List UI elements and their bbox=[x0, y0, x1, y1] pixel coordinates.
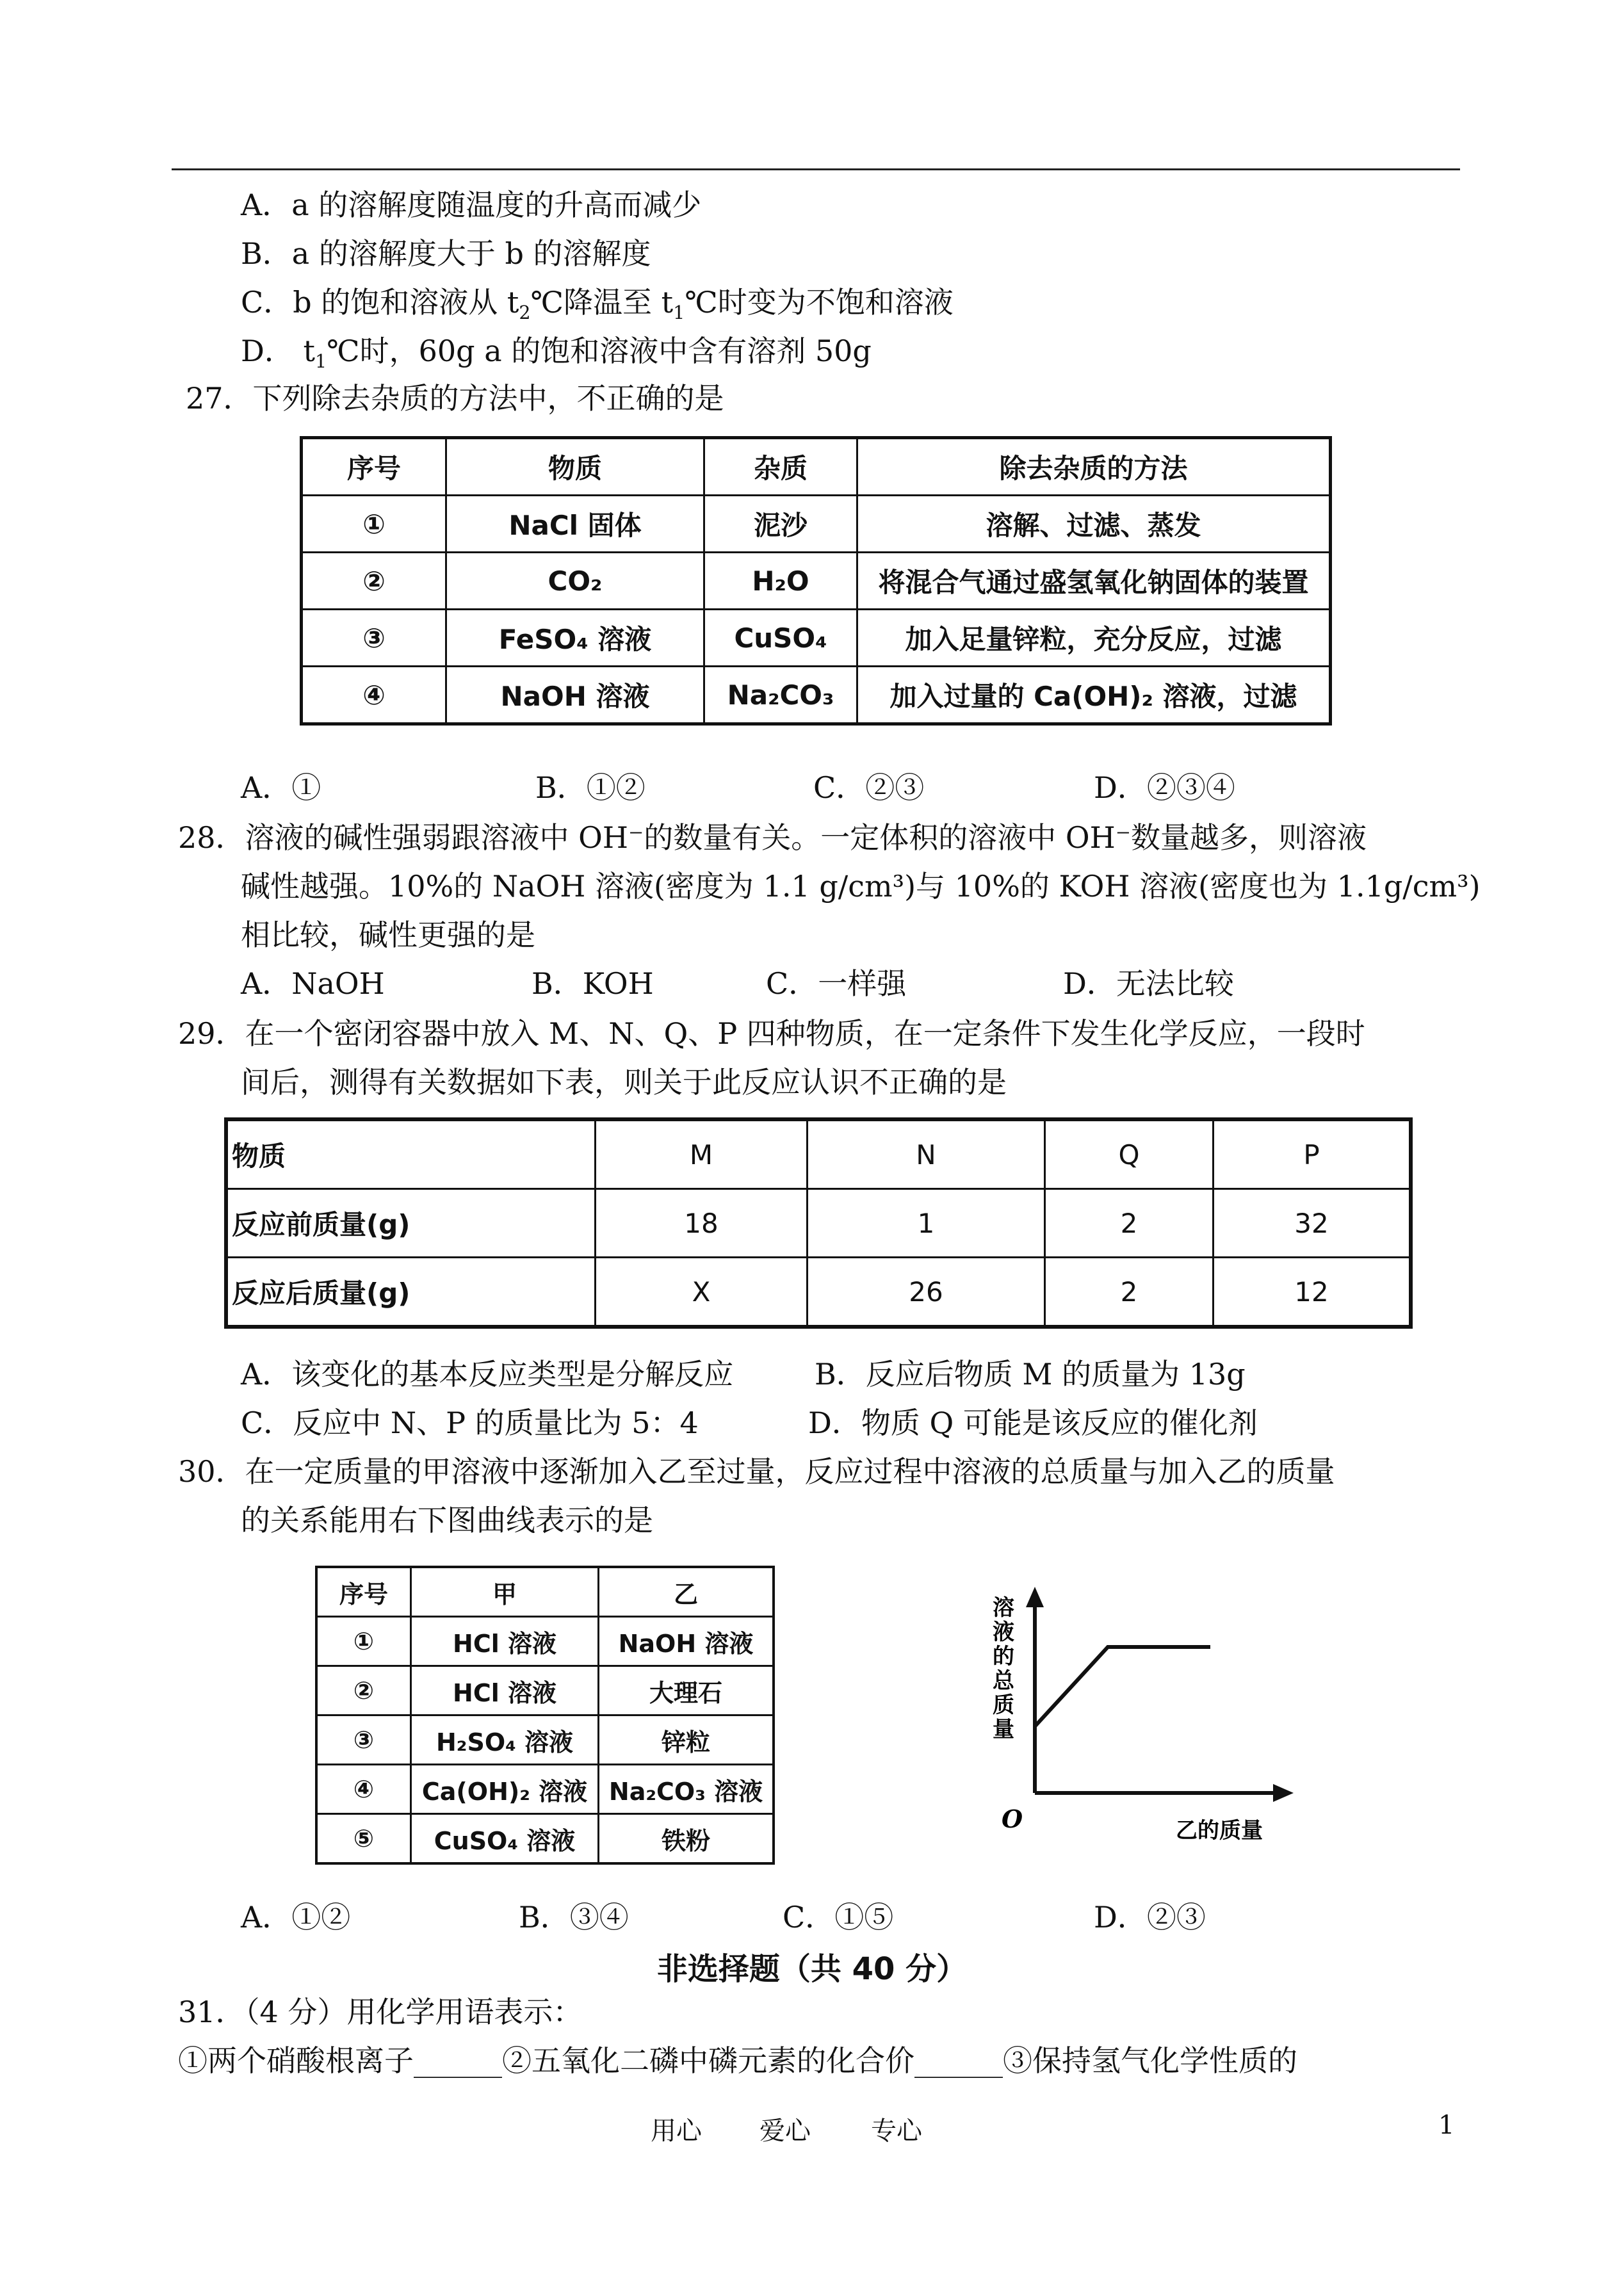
q28-option-d: D．无法比较 bbox=[1063, 966, 1234, 1001]
table-cell: 2 bbox=[1045, 1258, 1214, 1327]
table-header: 序号 bbox=[316, 1567, 411, 1617]
table-row bbox=[316, 1715, 774, 1765]
q27-option-b: B．①② bbox=[535, 770, 646, 805]
q27-stem: 27．下列除去杂质的方法中，不正确的是 bbox=[186, 381, 724, 416]
footer-mid: 爱心 bbox=[759, 2116, 811, 2146]
q29-option-c: C．反应中 N、P 的质量比为 5：4 bbox=[241, 1406, 699, 1440]
table-row bbox=[316, 1814, 774, 1864]
table-header: 乙 bbox=[599, 1567, 774, 1617]
footer-right: 专心 bbox=[871, 2116, 922, 2146]
table-cell: ② bbox=[302, 553, 446, 610]
q28-line-2: 碱性越强。10%的 NaOH 溶液(密度为 1.1 g/cm³)与 10%的 KOH 溶液(密度也为 1.1g/cm³) bbox=[241, 869, 1481, 904]
y-label-char-2: 液 bbox=[993, 1619, 1014, 1645]
table-cell: 大理石 bbox=[599, 1666, 774, 1715]
origin-label: O bbox=[1002, 1804, 1023, 1833]
y-label-char-4: 总 bbox=[993, 1668, 1014, 1694]
table-cell: 加入过量的 Ca(OH)₂ 溶液，过滤 bbox=[857, 667, 1331, 724]
table-cell: 反应前质量(g) bbox=[226, 1189, 596, 1258]
table-row bbox=[302, 496, 1331, 553]
q26-option-b: B．a 的溶解度大于 b 的溶解度 bbox=[241, 236, 651, 271]
q30-option-d: D．②③ bbox=[1094, 1900, 1206, 1934]
q28-option-c: C．一样强 bbox=[766, 966, 907, 1001]
table-row bbox=[316, 1617, 774, 1666]
q29-line-1: 29．在一个密闭容器中放入 M、N、Q、P 四种物质，在一定条件下发生化学反应，一段时 bbox=[178, 1016, 1365, 1051]
table-header: 物质 bbox=[226, 1119, 596, 1189]
q30-line-1: 30．在一定质量的甲溶液中逐渐加入乙至过量，反应过程中溶液的总质量与加入乙的质量 bbox=[178, 1454, 1335, 1489]
table-header: P bbox=[1214, 1119, 1411, 1189]
table-cell: H₂SO₄ 溶液 bbox=[411, 1715, 599, 1765]
table-cell: NaOH 溶液 bbox=[446, 667, 704, 724]
table-header-row bbox=[226, 1119, 1411, 1189]
table-cell: Ca(OH)₂ 溶液 bbox=[411, 1765, 599, 1814]
table-row bbox=[302, 667, 1331, 724]
table-header-row bbox=[316, 1567, 774, 1617]
footer-left: 用心 bbox=[651, 2116, 702, 2146]
table-cell: ⑤ bbox=[316, 1814, 411, 1864]
q28-line-1: 28．溶液的碱性强弱跟溶液中 OH⁻的数量有关。一定体积的溶液中 OH⁻数量越多，则溶液 bbox=[178, 820, 1367, 855]
table-cell: 18 bbox=[596, 1189, 808, 1258]
section-title: 非选择题（共 40 分） bbox=[656, 1951, 968, 1987]
q29-option-a: A．该变化的基本反应类型是分解反应 bbox=[241, 1357, 734, 1391]
table-header: 甲 bbox=[411, 1567, 599, 1617]
table-cell: 反应后质量(g) bbox=[226, 1258, 596, 1327]
table-cell: ② bbox=[316, 1666, 411, 1715]
table-cell: 32 bbox=[1214, 1189, 1411, 1258]
q30-option-a: A．①② bbox=[241, 1900, 351, 1934]
mass-curve bbox=[1035, 1647, 1210, 1726]
table-cell: ③ bbox=[302, 610, 446, 667]
table-cell: FeSO₄ 溶液 bbox=[446, 610, 704, 667]
table-header-row bbox=[302, 438, 1331, 496]
q26-option-a: A．a 的溶解度随温度的升高而减少 bbox=[241, 188, 702, 222]
table-cell: Na₂CO₃ bbox=[704, 667, 857, 724]
q30-option-c: C．①⑤ bbox=[783, 1900, 894, 1934]
table-cell: 锌粒 bbox=[599, 1715, 774, 1765]
page-number: 1 bbox=[1438, 2111, 1455, 2140]
table-header: 除去杂质的方法 bbox=[857, 438, 1331, 496]
table-cell: NaCl 固体 bbox=[446, 496, 704, 553]
y-label-char-6: 量 bbox=[993, 1717, 1014, 1742]
table-cell: CO₂ bbox=[446, 553, 704, 610]
q31-stem: 31．（4 分）用化学用语表示： bbox=[178, 1995, 583, 2029]
x-axis-label: 乙的质量 bbox=[1176, 1818, 1263, 1844]
table-cell: 将混合气通过盛氢氧化钠固体的装置 bbox=[857, 553, 1331, 610]
table-cell: 溶解、过滤、蒸发 bbox=[857, 496, 1331, 553]
q28-option-b: B．KOH bbox=[532, 966, 654, 1001]
q28-line-3: 相比较，碱性更强的是 bbox=[241, 918, 535, 952]
table-cell: 12 bbox=[1214, 1258, 1411, 1327]
q27-option-c: C．②③ bbox=[813, 770, 925, 805]
table-header: N bbox=[808, 1119, 1045, 1189]
q29-option-b: B．反应后物质 M 的质量为 13g bbox=[815, 1357, 1246, 1391]
q29-line-2: 间后，测得有关数据如下表，则关于此反应认识不正确的是 bbox=[241, 1065, 1007, 1099]
q26-option-c: C．b 的饱和溶液从 $t_2℃$降温至 $t_1℃$时变为不饱和溶液 bbox=[241, 285, 954, 324]
table-cell: ③ bbox=[316, 1715, 411, 1765]
q30-sketch-graph bbox=[961, 1582, 1319, 1851]
table-cell: CuSO₄ bbox=[704, 610, 857, 667]
y-axis-arrow-icon bbox=[1026, 1587, 1044, 1607]
table-cell: 1 bbox=[808, 1189, 1045, 1258]
header-rule bbox=[172, 168, 1460, 170]
table-cell: 2 bbox=[1045, 1189, 1214, 1258]
table-cell: X bbox=[596, 1258, 808, 1327]
q30-option-b: B．③④ bbox=[519, 1900, 629, 1934]
table-row bbox=[302, 610, 1331, 667]
table-cell: ① bbox=[316, 1617, 411, 1666]
table-cell: HCl 溶液 bbox=[411, 1666, 599, 1715]
table-cell: ① bbox=[302, 496, 446, 553]
q31-line: ①两个硝酸根离子______②五氧化二磷中磷元素的化合价______③保持氢气化学性质的 bbox=[178, 2043, 1297, 2078]
table-header: 物质 bbox=[446, 438, 704, 496]
table-header: 序号 bbox=[302, 438, 446, 496]
table-cell: HCl 溶液 bbox=[411, 1617, 599, 1666]
q27-option-d: D．②③④ bbox=[1094, 770, 1235, 805]
q27-option-a: A．① bbox=[241, 770, 321, 805]
table-cell: NaOH 溶液 bbox=[599, 1617, 774, 1666]
table-cell: 泥沙 bbox=[704, 496, 857, 553]
q30-line-2: 的关系能用右下图曲线表示的是 bbox=[241, 1503, 653, 1537]
q30-table bbox=[315, 1566, 775, 1865]
q26-option-d: D． $t_1℃$时，60g a 的饱和溶液中含有溶剂 50g bbox=[241, 334, 872, 373]
x-axis-arrow-icon bbox=[1273, 1784, 1294, 1802]
q27-table bbox=[300, 436, 1332, 726]
table-row bbox=[226, 1189, 1411, 1258]
q29-option-d: D．物质 Q 可能是该反应的催化剂 bbox=[808, 1406, 1258, 1440]
y-label-char-1: 溶 bbox=[993, 1595, 1014, 1621]
q28-option-a: A．NaOH bbox=[241, 966, 385, 1001]
table-row bbox=[226, 1258, 1411, 1327]
table-cell: 铁粉 bbox=[599, 1814, 774, 1864]
table-cell: 加入足量锌粒，充分反应，过滤 bbox=[857, 610, 1331, 667]
table-cell: 26 bbox=[808, 1258, 1045, 1327]
table-row bbox=[316, 1765, 774, 1814]
y-label-char-5: 质 bbox=[993, 1692, 1014, 1718]
table-header: 杂质 bbox=[704, 438, 857, 496]
table-row bbox=[302, 553, 1331, 610]
table-cell: H₂O bbox=[704, 553, 857, 610]
table-header: M bbox=[596, 1119, 808, 1189]
table-header: Q bbox=[1045, 1119, 1214, 1189]
table-cell: ④ bbox=[302, 667, 446, 724]
y-axis-label bbox=[993, 1595, 1022, 1742]
y-label-char-3: 的 bbox=[993, 1644, 1014, 1669]
q29-table bbox=[224, 1117, 1413, 1329]
table-cell: ④ bbox=[316, 1765, 411, 1814]
table-cell: CuSO₄ 溶液 bbox=[411, 1814, 599, 1864]
table-cell: Na₂CO₃ 溶液 bbox=[599, 1765, 774, 1814]
table-row bbox=[316, 1666, 774, 1715]
